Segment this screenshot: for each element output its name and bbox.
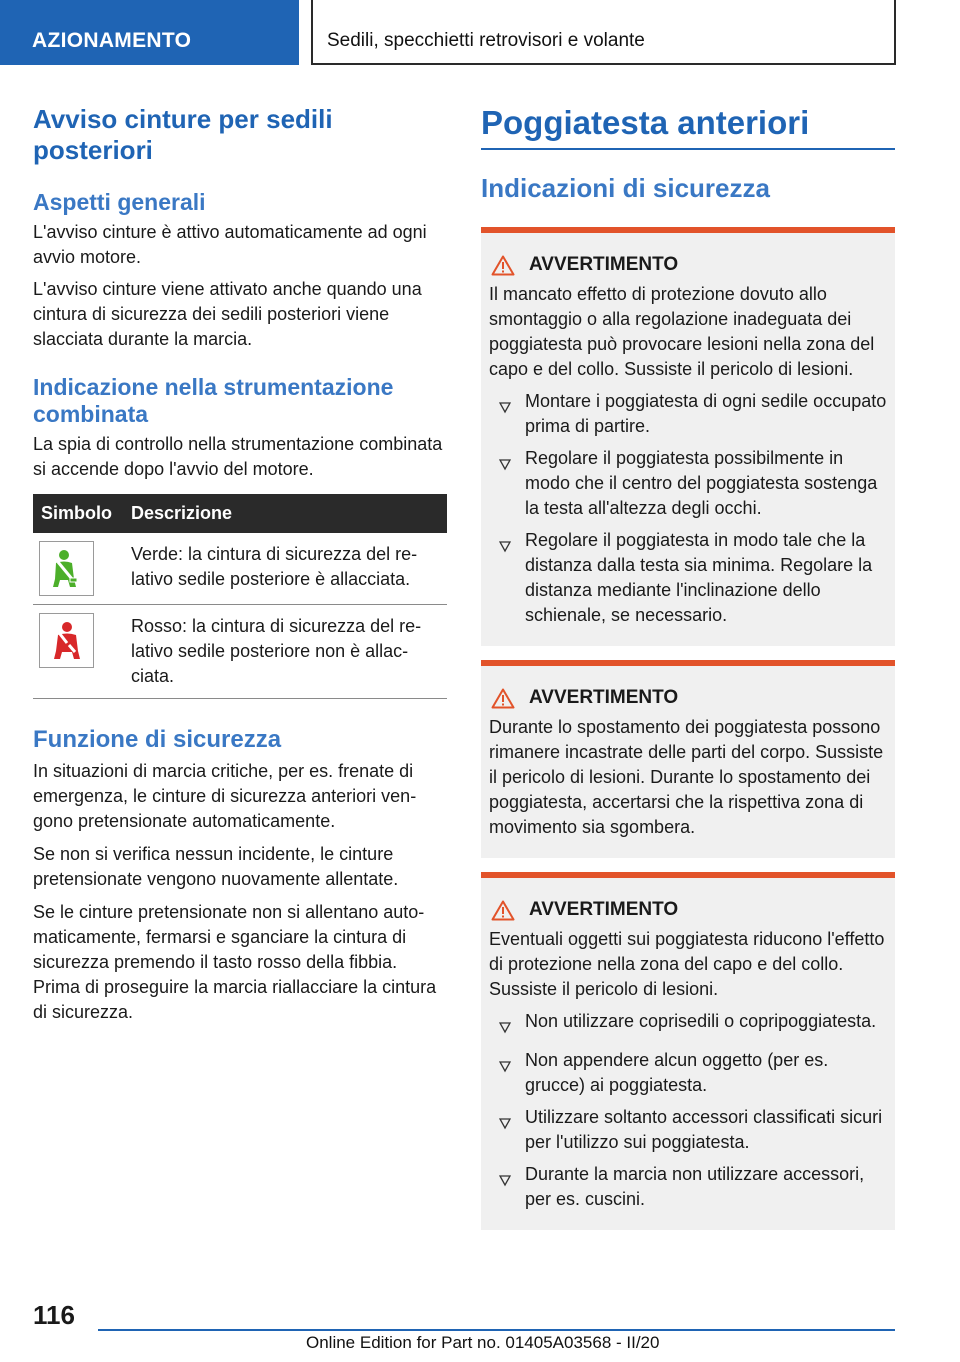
symbol-table xyxy=(33,494,447,699)
list-item: Utilizzare soltanto accessori classificati sicuri per l'utilizzo sui poggiatesta. xyxy=(489,1105,887,1155)
page-number: 116 xyxy=(33,1300,75,1330)
display-paragraph: La spia di controllo nella strumentazione combinata si accende dopo l'avvio del motore. xyxy=(33,434,443,479)
right-column xyxy=(481,104,895,1230)
section-title: AZIONAMENTO xyxy=(32,29,192,52)
warning-list xyxy=(489,1009,887,1212)
list-item: Non utilizzare coprisedili o copripoggiatesta. xyxy=(489,1009,887,1041)
bullet-triangle-icon xyxy=(489,1162,525,1212)
general-heading: Aspetti generali xyxy=(33,189,206,215)
rear-seatbelt-title: Avviso cinture per sedili posteriori xyxy=(33,104,333,165)
table-header-description: Descrizione xyxy=(123,494,447,533)
warning-triangle-icon xyxy=(491,900,515,921)
safety-notes-heading: Indicazioni di sicurezza xyxy=(481,173,770,203)
bullet-triangle-icon xyxy=(489,389,525,439)
seatbelt-green-icon xyxy=(39,541,94,596)
warning-triangle-icon xyxy=(491,255,515,276)
title-divider xyxy=(481,148,895,150)
general-paragraph-2: L'avviso cinture viene attivato anche quando una cintura di sicurezza dei sedili posteriori viene slacciata durante la marcia. xyxy=(33,279,422,349)
general-paragraph-1: L'avviso cinture è attivo automaticamente ad ogni avvio motore. xyxy=(33,222,427,267)
warning-box xyxy=(481,227,895,646)
display-heading: Indicazione nella strumentazione combinata xyxy=(33,374,394,427)
bullet-triangle-icon xyxy=(489,528,525,628)
safety-paragraph-3: Se le cinture pretensionate non si allentano automaticamente, fermarsi e sganciare la cintura di sicurezza premendo il tasto rosso della fibbia. Prima di proseguire la marcia riallacciare la cintura di sicurezza. xyxy=(33,902,437,1022)
table-cell-description: Verde: la cintura di sicurezza del relativo sedile posteriore è allacciata. xyxy=(123,533,447,605)
warning-box xyxy=(481,872,895,1230)
warning-text: Eventuali oggetti sui poggiatesta riducono l'effetto di protezione nella zona del capo e del collo. Sussiste il pericolo di lesioni. xyxy=(489,929,885,999)
bullet-triangle-icon xyxy=(489,1048,525,1098)
safety-heading: Funzione di sicurezza xyxy=(33,726,282,753)
footer-divider xyxy=(98,1329,895,1331)
warning-title: AVVERTIMENTO xyxy=(529,899,679,920)
warning-triangle-icon xyxy=(491,688,515,709)
edition-note: Online Edition for Part no. 01405A03568 - II/20 xyxy=(306,1333,660,1352)
head-restraints-title: Poggiatesta anteriori xyxy=(481,104,810,141)
warning-list xyxy=(489,389,887,628)
warning-title: AVVERTIMENTO xyxy=(529,687,679,708)
list-item: Regolare il poggiatesta possibilmente in modo che il centro del poggiatesta sostenga la testa all'altezza degli occhi. xyxy=(489,446,887,521)
seatbelt-red-icon xyxy=(39,613,94,668)
safety-paragraph-2: Se non si verifica nessun incidente, le cinture pretensionate vengono nuovamente allentate. xyxy=(33,844,399,889)
table-row xyxy=(33,605,447,699)
bullet-triangle-icon xyxy=(489,1009,525,1041)
safety-paragraph-1: In situazioni di marcia critiche, per es. frenate di emergenza, le cinture di sicurezza anteriori vengono pretensionate automaticamente. xyxy=(33,761,417,831)
table-cell-description: Rosso: la cintura di sicurezza del relativo sedile posteriore non è allacciata. xyxy=(123,605,447,699)
table-header-symbol: Simbolo xyxy=(33,494,123,533)
warning-text: Durante lo spostamento dei poggiatesta possono rimanere incastrate delle parti del corpo. Sussiste il pericolo di lesioni. Durante lo spostamento dei poggiatesta, accertarsi che la rispettiva zona di movimento sia sgombera. xyxy=(489,717,884,837)
chapter-tab xyxy=(311,0,896,65)
list-item: Montare i poggiatesta di ogni sedile occupato prima di partire. xyxy=(489,389,887,439)
warning-box xyxy=(481,660,895,858)
left-column xyxy=(33,104,447,1025)
list-item: Durante la marcia non utilizzare accessori, per es. cuscini. xyxy=(489,1162,887,1212)
warning-title: AVVERTIMENTO xyxy=(529,254,679,275)
bullet-triangle-icon xyxy=(489,1105,525,1155)
bullet-triangle-icon xyxy=(489,446,525,521)
section-tab xyxy=(0,0,299,65)
warning-text: Il mancato effetto di protezione dovuto allo smontaggio o alla regolazione inadeguata dei poggiatesta può provocare lesioni nella zona del capo e del collo. Sussiste il pericolo di lesioni. xyxy=(489,284,875,379)
table-row xyxy=(33,533,447,605)
chapter-title: Sedili, specchietti retrovisori e volante xyxy=(327,30,645,51)
list-item: Regolare il poggiatesta in modo tale che la distanza dalla testa sia minima. Regolare la distanza mediante l'inclinazione dello schienale, se necessario. xyxy=(489,528,887,628)
list-item: Non appendere alcun oggetto (per es. grucce) ai poggiatesta. xyxy=(489,1048,887,1098)
